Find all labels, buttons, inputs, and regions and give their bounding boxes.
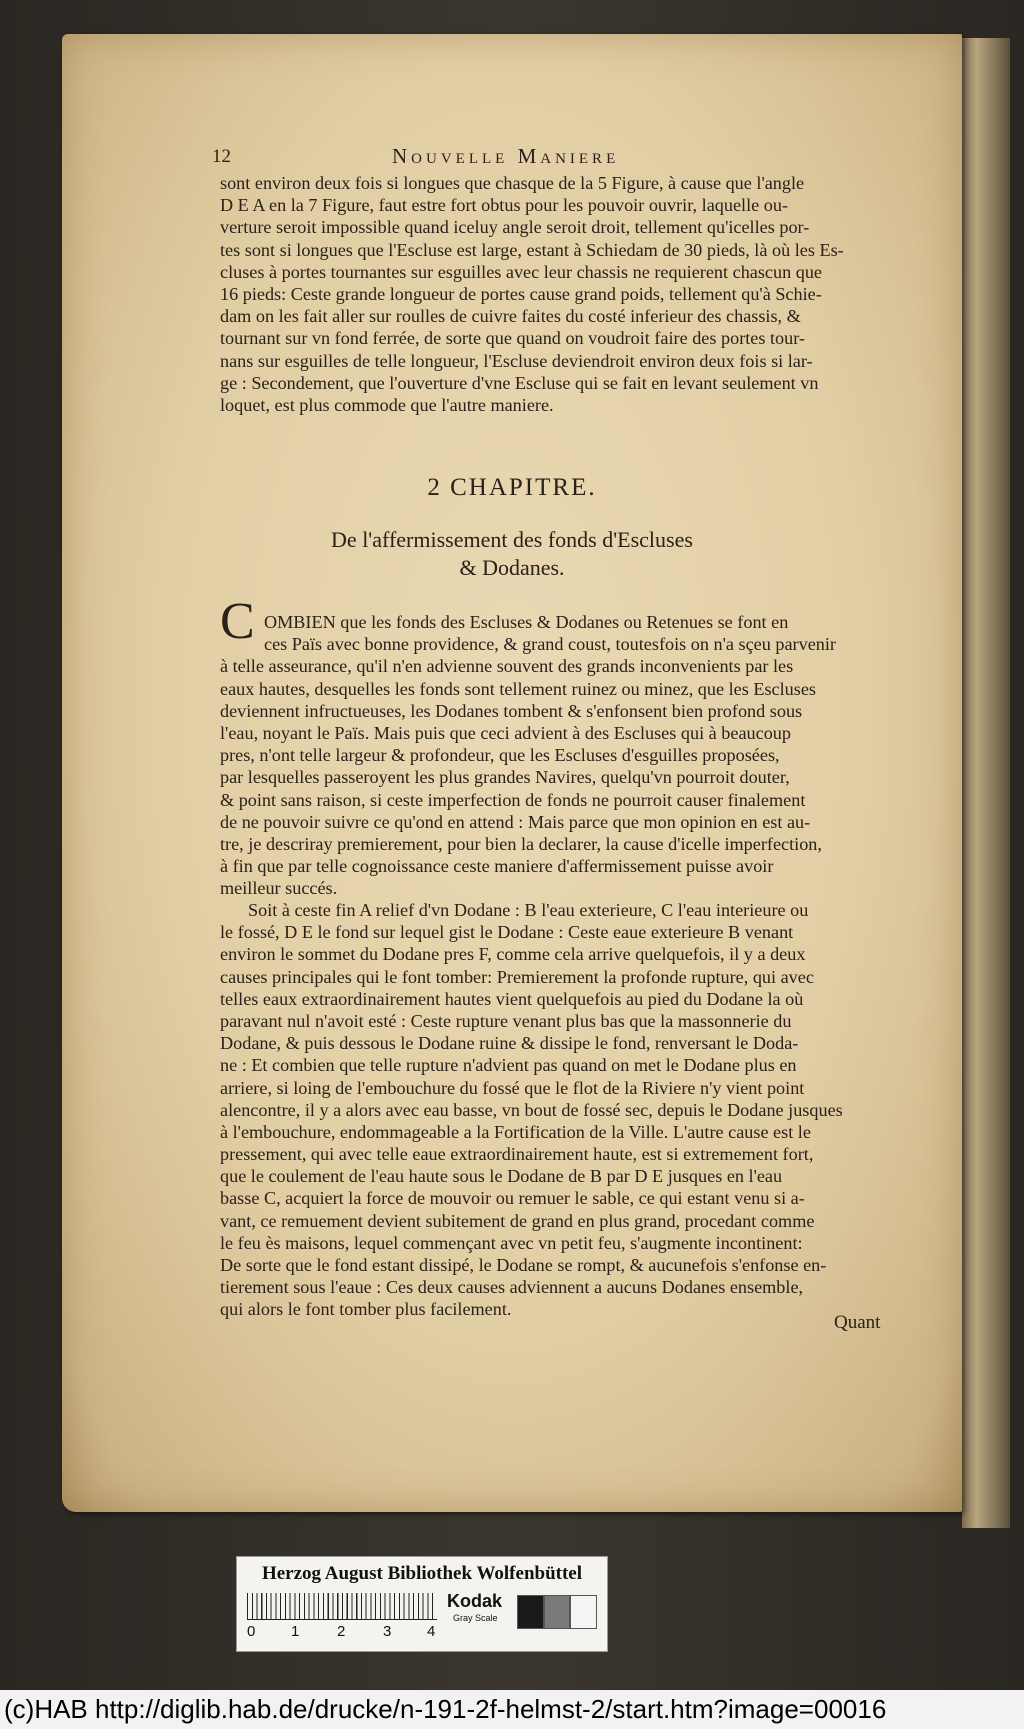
text-line: pres, n'ont telle largeur & profondeur, que les Escluses d'esguilles proposées, — [220, 745, 780, 766]
chapter-heading: 2 CHAPITRE. — [427, 474, 597, 501]
text-line: alencontre, il y a alors avec eau basse, vn bout de fossé sec, depuis le Dodane jusques — [220, 1099, 843, 1120]
text-line: le feu ès maisons, lequel commençant avec vn petit feu, s'augmente incontinent: — [220, 1232, 803, 1253]
text-line: OMBIEN que les fonds des Escluses & Dodanes ou Retenues se font en — [264, 612, 789, 632]
text-line: verture seroit impossible quand iceluy angle seroit droit, tellement qu'icelles por- — [220, 217, 810, 238]
catchword: Quant — [834, 1312, 881, 1333]
gray-swatch — [544, 1595, 571, 1629]
text-line: ne : Et combien que telle rupture n'advient pas quand on met le Dodane plus en — [220, 1055, 797, 1076]
text-line: causes principales qui le font tomber: Premierement la profonde rupture, qui avec — [220, 966, 814, 987]
text-line: arriere, si loing de l'embouchure du fossé que le flot de la Riviere n'y vient point — [220, 1077, 805, 1098]
text-line: le fossé, D E le fond sur lequel gist le Dodane : Ceste eaue exterieure B venant — [220, 922, 794, 943]
text-line: à fin que par telle cognoissance ceste maniere d'affermissement puisse avoir — [220, 856, 774, 877]
chapter-title-line: De l'affermissement des fonds d'Escluses — [331, 527, 693, 552]
text-line: à l'embouchure, endommageable a la Fortification de la Ville. L'autre cause est le — [220, 1121, 811, 1142]
text-line: tes sont si longues que l'Escluse est large, estant à Schiedam de 30 pieds, là où les Es- — [220, 239, 844, 260]
text-line: 16 pieds: Ceste grande longueur de portes cause grand poids, tellement qu'à Schie- — [220, 283, 822, 304]
text-line: de ne pouvoir suivre ce qu'ond en attend : Mais parce que mon opinion en est au- — [220, 811, 811, 832]
text-line: & point sans raison, si ceste imperfection de fonds ne pourroit causer finalement — [220, 789, 806, 810]
chapter-title — [62, 526, 962, 582]
gray-scale-label: Gray Scale — [453, 1613, 498, 1623]
running-head — [212, 142, 772, 172]
text-line: loquet, est plus commode que l'autre maniere. — [220, 394, 554, 415]
text-line: l'eau, noyant le Païs. Mais puis que ceci advient à des Escluses qui à beaucoup — [220, 722, 791, 743]
text-line: Dodane, & puis dessous le Dodane ruine & dissipe le fond, renversant le Doda- — [220, 1033, 799, 1054]
ruler-number: 1 — [291, 1623, 300, 1640]
kodak-logo: Kodak — [447, 1591, 503, 1611]
text-line: tournant sur vn fond ferrée, de sorte que quand on voudroit faire des portes tour- — [220, 328, 805, 349]
text-line: deviennent infructueuses, les Dodanes tombent & s'enfonsent bien profond sous — [220, 700, 803, 721]
text-line: eaux hautes, desquelles les fonds sont tellement ruinez ou minez, que les Escluses — [220, 678, 816, 699]
text-line: Soit à ceste fin A relief d'vn Dodane : B l'eau exterieure, C l'eau interieure ou — [248, 900, 809, 920]
text-line: basse C, acquiert la force de mouvoir ou remuer le sable, ce qui estant venu si a- — [220, 1188, 805, 1209]
paragraph-2 — [220, 899, 960, 1321]
text-line: environ le sommet du Dodane pres F, comme cela arrive quelquefois, il y a deux — [220, 944, 806, 965]
text-line: pressement, qui avec telle eaue extraordinairement haute, est si extremement fort, — [220, 1144, 814, 1165]
text-line: dam on les fait aller sur roulles de cuivre faites du costé inferieur des chassis, & — [220, 306, 801, 327]
chapter-title-line: & Dodanes. — [459, 555, 565, 580]
ruler-numbers — [247, 1623, 447, 1645]
text-line: tre, je descriray premierement, pour bien la declarer, la cause d'icelle imperfection, — [220, 833, 822, 854]
text-line: qui alors le font tomber plus facilement. — [220, 1299, 512, 1320]
color-calibration-bar — [236, 1556, 608, 1652]
text-line: tierement sous l'eaue : Ces deux causes adviennent a aucuns Dodanes ensemble, — [220, 1277, 804, 1298]
text-line: à telle asseurance, qu'il n'en advienne souvent des grands inconvenients par les — [220, 656, 794, 677]
paragraph-1 — [220, 611, 960, 899]
text-line: paravant nul n'avoit esté : Ceste rupture venant plus bas que la massonnerie du — [220, 1010, 792, 1031]
institution-label: Herzog August Bibliothek Wolfenbüttel — [261, 1563, 583, 1584]
running-title: Nouvelle Maniere — [392, 144, 620, 168]
gray-swatch — [517, 1595, 544, 1629]
text-line: nans sur esguilles de telle longueur, l'Escluse deviendroit environ deux fois si lar- — [220, 350, 813, 371]
book-page — [62, 34, 962, 1512]
text-line: vant, ce remuement devient subitement de grand en plus grand, procedant comme — [220, 1210, 815, 1231]
ruler-scale — [247, 1593, 437, 1620]
text-line: sont environ deux fois si longues que chasque de la 5 Figure, à cause que l'angle — [220, 173, 805, 193]
text-line: par lesquelles passeroyent les plus grandes Navires, quelqu'vn pourroit douter, — [220, 767, 790, 788]
text-line: cluses à portes tournantes sur esguilles avec leur chassis ne requierent chascun que — [220, 261, 822, 282]
page-number: 12 — [212, 146, 231, 167]
text-block-top — [220, 172, 960, 416]
drop-cap: C — [220, 593, 255, 650]
text-line: D E A en la 7 Figure, faut estre fort obtus pour les pouvoir ouvrir, laquelle ou- — [220, 195, 789, 216]
text-line: ces Païs avec bonne providence, & grand coust, toutesfois on n'a sçeu parvenir — [264, 634, 836, 655]
ruler-number: 4 — [427, 1623, 436, 1640]
gray-swatches — [517, 1595, 597, 1629]
text-line: que le coulement de l'eau haute sous le Dodane de B par D E jusques en l'eau — [220, 1166, 783, 1187]
ruler-number: 2 — [337, 1623, 346, 1640]
ruler-number: 3 — [383, 1623, 392, 1640]
gray-swatch — [570, 1595, 597, 1629]
text-line: telles eaux extraordinairement hautes vient quelquefois au pied du Dodane la où — [220, 988, 804, 1009]
ruler-number: 0 — [247, 1623, 256, 1640]
text-line: De sorte que le fond estant dissipé, le Dodane se rompt, & aucunefois s'enfonse en- — [220, 1255, 827, 1275]
facing-page-edge — [962, 38, 1010, 1528]
copyright-url-bar: (c)HAB http://diglib.hab.de/drucke/n-191-2f-helmst-2/start.htm?image=00016 — [0, 1690, 1024, 1729]
text-line: meilleur succés. — [220, 878, 338, 899]
text-line: ge : Secondement, que l'ouverture d'vne Escluse qui se fait en levant seulement vn — [220, 372, 819, 393]
